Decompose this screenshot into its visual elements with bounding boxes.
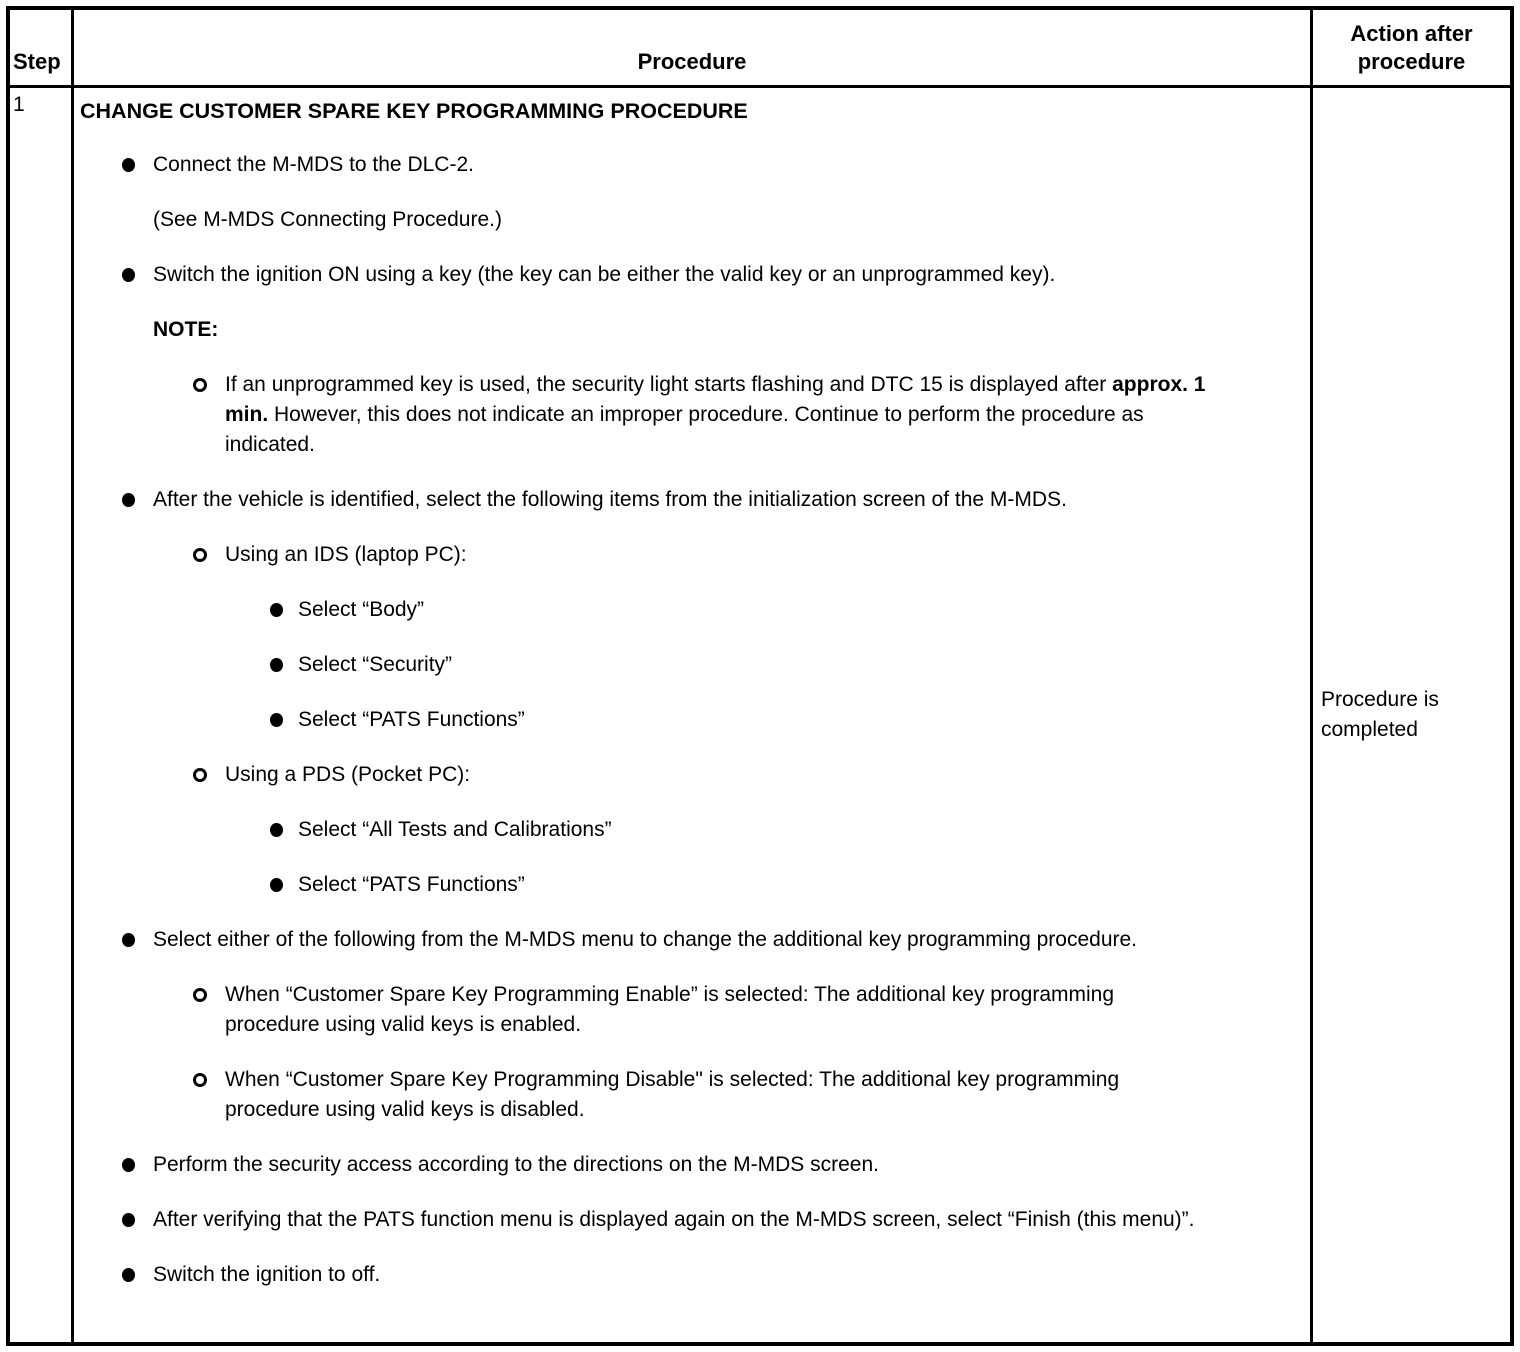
item-text: Select either of the following from the M-MDS menu to change the additional key programming procedure.: [153, 928, 1138, 951]
item-text: Switch the ignition to off.: [153, 1263, 381, 1286]
item-text: Perform the security access according to the directions on the M-MDS screen.: [153, 1153, 879, 1176]
item-text: Select “PATS Functions”: [298, 873, 525, 896]
item-text-bold-segment: approx. 1 min.: [225, 373, 1206, 426]
item-text: Using an IDS (laptop PC):: [225, 543, 467, 566]
circle-bullet-icon: [193, 370, 225, 460]
list-item: [80, 870, 1302, 900]
list-item: [80, 595, 1302, 625]
bullet-icon: [122, 1150, 153, 1180]
list-item: [80, 540, 1302, 570]
item-text: After verifying that the PATS function menu is displayed again on the M-MDS screen, select “Finish (this menu)”.: [153, 1208, 1195, 1231]
action-cell: [1310, 88, 1510, 1342]
item-text: Select “All Tests and Calibrations”: [298, 818, 612, 841]
circle-bullet-icon: [193, 760, 225, 790]
item-text: When “Customer Spare Key Programming Enable” is selected: The additional key programming procedure using valid keys is enabled.: [225, 983, 1115, 1036]
item-text-segment: However, this does not indicate an improper procedure. Continue to perform the procedure as indicated.: [225, 403, 1144, 456]
circle-bullet-icon: [193, 1065, 225, 1125]
item-text: Connect the M-MDS to the DLC-2.: [153, 153, 474, 176]
bullet-spacer: [122, 315, 153, 345]
list-item: [80, 705, 1302, 735]
list-item: [80, 485, 1302, 515]
item-text: Select “Security”: [298, 653, 453, 676]
list-item: [80, 150, 1302, 180]
bullet-icon: [122, 1260, 153, 1290]
action-column-header: Action after procedure: [1310, 10, 1510, 88]
bullet-icon: [122, 150, 153, 180]
note-item: [80, 370, 1302, 460]
procedure-column-header: Procedure: [71, 10, 1310, 88]
circle-bullet-icon: [193, 540, 225, 570]
step-number-cell: 1: [13, 93, 25, 116]
bullet-icon: [270, 815, 298, 845]
list-item: [80, 260, 1302, 290]
bullet-icon: [270, 870, 298, 900]
item-text: After the vehicle is identified, select the following items from the initialization screen of the M-MDS.: [153, 488, 1067, 511]
list-item: [80, 980, 1302, 1040]
list-item: [80, 1065, 1302, 1125]
item-text: Switch the ignition ON using a key (the key can be either the valid key or an unprogrammed key).: [153, 263, 1056, 286]
step-column-header: Step: [10, 10, 71, 88]
bullet-icon: [122, 260, 153, 290]
bullet-icon: [122, 925, 153, 955]
bullet-icon: [122, 485, 153, 515]
list-item: [80, 1205, 1302, 1235]
item-text: NOTE:: [153, 318, 219, 341]
bullet-icon: [122, 1205, 153, 1235]
bullet-spacer: [122, 205, 153, 235]
procedure-cell: [71, 88, 1310, 1342]
item-text-segment: If an unprogrammed key is used, the security light starts flashing and DTC 15 is displayed after: [225, 373, 1113, 396]
procedure-table: [6, 6, 1514, 1346]
list-item: [80, 760, 1302, 790]
action-text: Procedure is completed: [1321, 688, 1439, 741]
bullet-icon: [270, 595, 298, 625]
list-item: [80, 1150, 1302, 1180]
list-item: [80, 925, 1302, 955]
bullet-icon: [270, 705, 298, 735]
procedure-title: CHANGE CUSTOMER SPARE KEY PROGRAMMING PROCEDURE: [80, 99, 748, 123]
item-text: When “Customer Spare Key Programming Disable" is selected: The additional key programming procedure using valid keys is disabled.: [225, 1068, 1120, 1121]
note-label: [80, 315, 1302, 345]
list-item: [80, 1260, 1302, 1290]
circle-bullet-icon: [193, 980, 225, 1040]
item-text: Select “Body”: [298, 598, 425, 621]
list-item: [80, 815, 1302, 845]
item-text: Select “PATS Functions”: [298, 708, 525, 731]
item-text: (See M-MDS Connecting Procedure.): [153, 208, 502, 231]
bullet-icon: [270, 650, 298, 680]
list-item: [80, 650, 1302, 680]
item-text: Using a PDS (Pocket PC):: [225, 763, 471, 786]
list-item: [80, 205, 1302, 235]
item-text: [225, 370, 1235, 460]
